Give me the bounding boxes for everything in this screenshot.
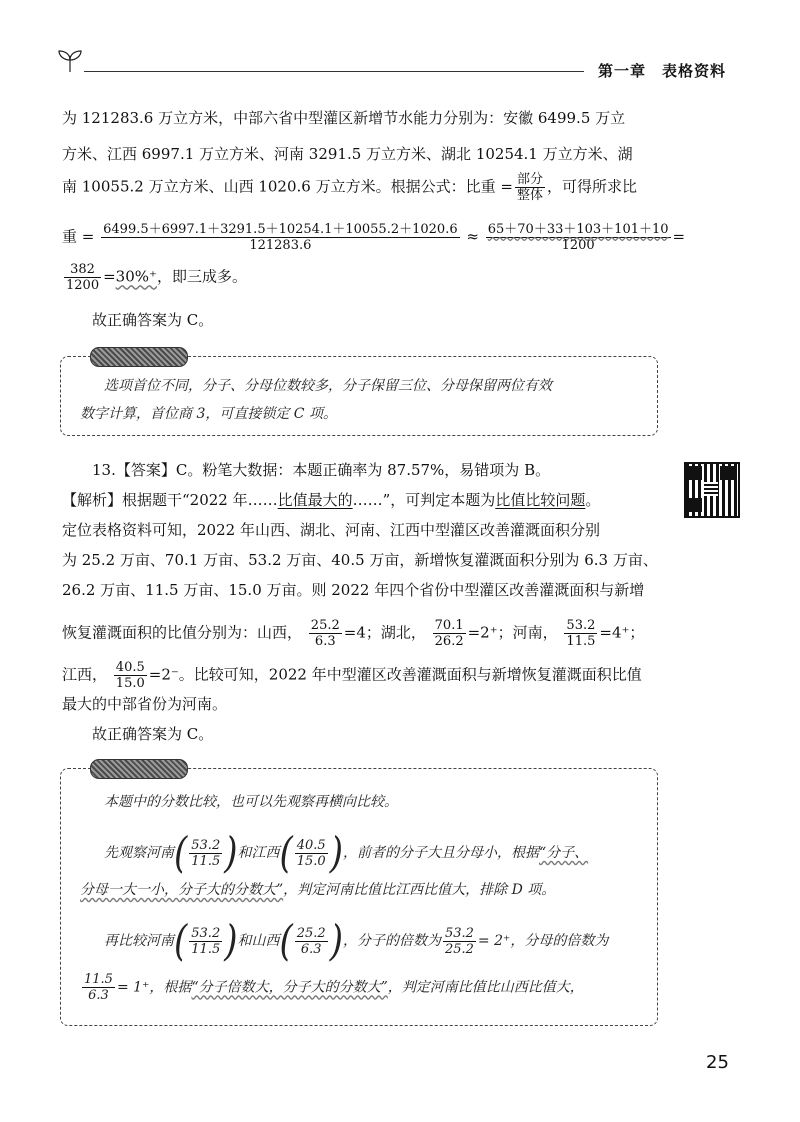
- fraction: $\frac{\text{部分}}{\text{整体}}$: [516, 172, 543, 203]
- text-line: 定位表格资料可知，2022 年山西、湖北、河南、江西中型灌区改善灌溉面积分别: [62, 521, 600, 539]
- formula-line: 重 = $\frac{6499.5+6997.1+3291.5+10254.1+10055.2+1020.6}{121283.6}$ ≈ $\frac{65+70+33+103+101+10}{1200}$ =: [62, 222, 686, 253]
- fraction: $\frac{40.5}{15.0}$: [296, 837, 326, 869]
- fraction: $\frac{40.5}{15.0}$: [115, 660, 145, 691]
- tip-text: 分母一大一小，分子大的分数大”，判定河南比值比江西比值大，排除 D 项。: [80, 882, 556, 898]
- text-line: 26.2 万亩、11.5 万亩、15.0 万亩。则 2022 年四个省份中型灌区改善灌溉面积与新增: [62, 581, 645, 599]
- analysis-line: 【解析】根据题干“2022 年……比值最大的……”，可判定本题为比值比较问题。: [62, 491, 601, 509]
- tip-formula-line: $\frac{11.5}{6.3}$ = 1⁺，根据“分子倍数大，分子大的分数大”，判定河南比值比山西比值大，: [84, 972, 584, 1003]
- tip-text: 选项首位不同，分子、分母位数较多，分子保留三位、分母保留两位有效: [104, 378, 552, 394]
- page-number: 25: [706, 1052, 729, 1073]
- fraction: $\frac{53.2}{11.5}$: [191, 925, 221, 957]
- header-rule: [84, 71, 584, 72]
- fraction: $\frac{11.5}{6.3}$: [84, 972, 113, 1003]
- answer-line: 故正确答案为 C。: [92, 311, 214, 329]
- text-line: 方米、江西 6997.1 万立方米、河南 3291.5 万立方米、湖北 10254.1 万立方米、湖: [62, 145, 633, 163]
- fraction: $\frac{53.2}{11.5}$: [566, 618, 596, 649]
- fraction: $\frac{53.2}{25.2}$: [444, 925, 474, 957]
- text-line: 为 25.2 万亩、70.1 万亩、53.2 万亩、40.5 万亩，新增恢复灌溉面积分别为 6.3 万亩、: [62, 551, 658, 569]
- fraction: $\frac{6499.5+6997.1+3291.5+10254.1+10055.2+1020.6}{121283.6}$: [103, 222, 458, 253]
- text-line: 为 121283.6 万立方米，中部六省中型灌区新增节水能力分别为：安徽 6499.5 万立: [62, 109, 626, 127]
- qr-code-icon: [684, 462, 740, 518]
- tip-tag-icon: [90, 759, 188, 779]
- fraction: $\frac{25.2}{6.3}$: [310, 618, 340, 649]
- formula-line: 江西， $\frac{40.5}{15.0}$ =2⁻。比较可知，2022 年中型灌区改善灌溉面积与新增恢复灌溉面积比值: [62, 660, 642, 691]
- fraction: $\frac{25.2}{6.3}$: [296, 925, 326, 957]
- text-line: 南 10055.2 万立方米、山西 1020.6 万立方米。根据公式：比重 = $\frac{\text{部分}}{\text{整体}}$ ，可得所求比: [62, 172, 637, 203]
- chapter-title: 第一章 表格资料: [598, 62, 727, 80]
- leaf-logo-icon: [56, 48, 84, 74]
- fraction: $\frac{53.2}{11.5}$: [191, 837, 221, 869]
- tip-formula-line: 再比较河南( $\frac{53.2}{11.5}$ )和山西( $\frac{25.2}{6.3}$ )，分子的倍数为 $\frac{53.2}{25.2}$ = 2⁺，分母的倍数为: [104, 916, 609, 966]
- tip-formula-line: 先观察河南( $\frac{53.2}{11.5}$ )和江西( $\frac{40.5}{15.0}$ )，前者的分子大且分母小，根据“分子、: [104, 828, 589, 878]
- formula-line: 恢复灌溉面积的比值分别为：山西， $\frac{25.2}{6.3}$ =4；湖北， $\frac{70.1}{26.2}$ =2⁺；河南， $\frac{53.2}{11.5}$ =4⁺；: [62, 618, 645, 649]
- answer-heading: 13.【答案】C。粉笔大数据：本题正确率为 87.57%，易错项为 B。: [92, 461, 551, 479]
- answer-line: 故正确答案为 C。: [92, 725, 214, 743]
- formula-line: $\frac{382}{1200}$ =30%⁺，即三成多。: [66, 262, 247, 293]
- text-line: 最大的中部省份为河南。: [62, 695, 228, 713]
- tip-box: [60, 356, 658, 436]
- fraction: $\frac{65+70+33+103+101+10}{1200}$: [487, 222, 669, 253]
- tip-text: 数字计算，首位商 3，可直接锁定 C 项。: [80, 406, 337, 422]
- tip-text: 本题中的分数比较，也可以先观察再横向比较。: [104, 794, 398, 810]
- tip-tag-icon: [90, 347, 188, 367]
- fraction: $\frac{382}{1200}$: [66, 262, 100, 293]
- fraction: $\frac{70.1}{26.2}$: [434, 618, 464, 649]
